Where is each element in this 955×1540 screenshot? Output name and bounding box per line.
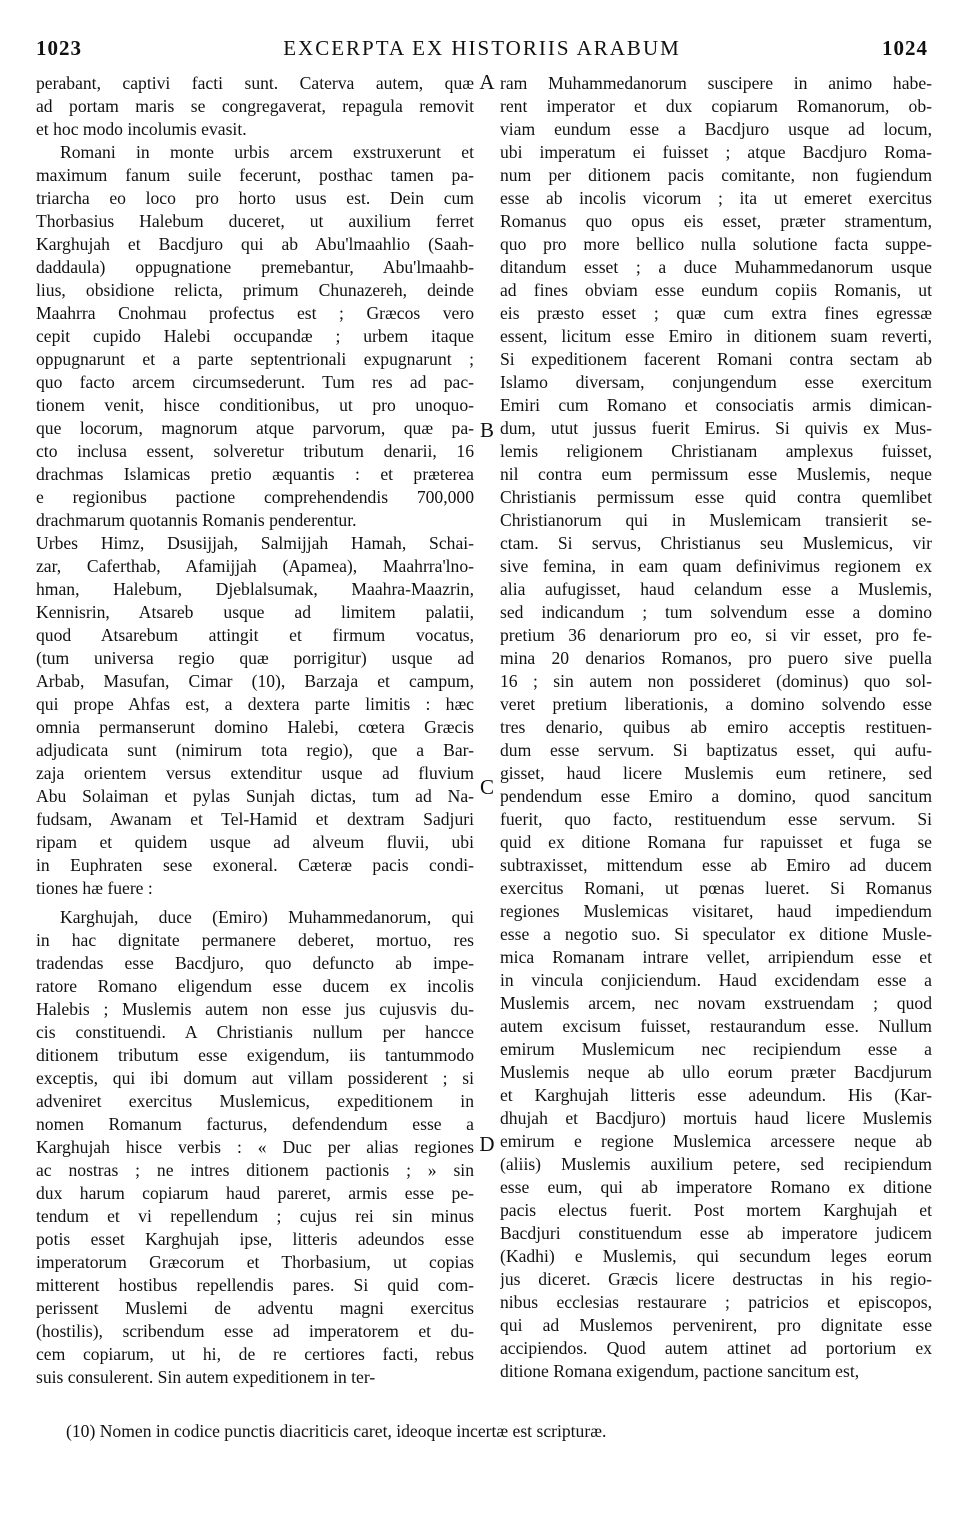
text-line: (Kadhi) e Muslemis, qui secundum leges eorum <box>500 1246 932 1266</box>
text-line: qui prope Ahfas est, a dextera parte limitis : hæc <box>36 694 474 714</box>
text-line: adjudicata sunt (nimirum tota regio), que a Bar- <box>36 740 474 760</box>
text-line: ctam. Si servus, Christianus seu Muslemicus, vir <box>500 533 932 553</box>
text-line: nibus ecclesias restaurare ; patricios et episcopos, <box>500 1292 932 1312</box>
text-line: in vincula conjiciendum. Haud excidendam esse a <box>500 970 932 990</box>
text-line: dhujah et Bacdjuro) mortuis haud licere Muslemis <box>500 1108 932 1128</box>
text-line: eis præsto esset ; quæ cum extra fines egressæ <box>500 303 932 323</box>
text-line: quo pro more bellico nulla solutione facta suppe- <box>500 234 932 254</box>
text-line: rent imperator et dux copiarum Romanorum, ob- <box>500 96 932 116</box>
text-line: gisset, haud licere Muslemis eum retinere, sed <box>500 763 932 783</box>
text-line: autem excisum fuisset, restaurandum esse. Nullum <box>500 1016 932 1036</box>
text-line: esse eum, qui ab imperatore Romano ex ditione <box>500 1177 932 1197</box>
text-line: viam eundum esse a Bacdjuro usque ad locum, <box>500 119 932 139</box>
text-line: imperatorum Græcorum et Thorbasium, ut copias <box>36 1252 474 1272</box>
text-line: tiones hæ fuere : <box>36 878 153 898</box>
text-line: Thorbasius Halebum duceret, ut auxilium ferret <box>36 211 474 231</box>
text-line: drachmas Islamicas pretio æquantis : et præterea <box>36 464 474 484</box>
text-line: dux harum copiarum haud pareret, armis esse pe- <box>36 1183 474 1203</box>
page-number-left: 1023 <box>36 36 82 60</box>
text-line: tradendas esse Bacdjuro, quo defuncto ab impe- <box>36 953 474 973</box>
text-line: Muslemis neque ab ullo eorum præter Bacdjurum <box>500 1062 932 1082</box>
text-line: cepit cupido Halebi occupandæ ; urbem itaque <box>36 326 474 346</box>
footnote: (10) Nomen in codice punctis diacriticis caret, ideoque incertæ est scripturæ. <box>66 1421 607 1441</box>
text-line: hman, Halebum, Djeblalsumak, Maahra-Maazrin, <box>36 579 474 599</box>
text-line: que locorum, magnorum atque parvorum, quæ pa- <box>36 418 474 438</box>
text-line: triarcha eo loco pro horto usus est. Dein cum <box>36 188 474 208</box>
text-line: quo facto arcem circumsederunt. Tum res ad pac- <box>36 372 474 392</box>
text-line: e regionibus pactione comprehendendis 700,000 <box>36 487 474 507</box>
text-line: sed indicandum ; tum solvendum esse a domino <box>500 602 932 622</box>
text-line: suis consulerent. Sin autem expeditionem in ter- <box>36 1367 376 1387</box>
text-line: emirum e regione Muslemica arcessere neque ab <box>500 1131 932 1151</box>
text-line: cto inclusa essent, solveretur tributum denarii, 16 <box>36 441 474 461</box>
text-line: Urbes Himz, Dsusijjah, Salmijjah Hamah, Schai- <box>36 533 474 553</box>
text-line: Si expeditionem facerent Romani contra sectam ab <box>500 349 932 369</box>
text-line: zar, Caferthab, Afamijjah (Apamea), Maahrra'lno- <box>36 556 474 576</box>
text-line: Bacdjuri constituendum esse ab imperatore judicem <box>500 1223 932 1243</box>
left-column <box>36 72 474 1389</box>
text-line: essent, licitum esse Emiro in ditionem suam reverti, <box>500 326 932 346</box>
text-line: mina 20 denarios Romanos, pro puero sive puella <box>500 648 932 668</box>
text-line: Abu Solaiman et pylas Sunjah dictas, tum ad Na- <box>36 786 474 806</box>
text-line: in hac dignitate permanere deberet, mortuo, res <box>36 930 474 950</box>
running-title: EXCERPTA EX HISTORIIS ARABUM <box>283 36 681 60</box>
text-line: regiones Muslemicas visitaret, haud impediendum <box>500 901 932 921</box>
text-line: nil contra eum permissum esse Muslemis, neque <box>500 464 932 484</box>
text-line: pacis electus fuerit. Post mortem Karghujah et <box>500 1200 932 1220</box>
text-line: Karghujah et Bacdjuro qui ab Abu'lmaahlio (Saah- <box>36 234 474 254</box>
text-line: tendum et vi repellendum ; cujus rei sin minus <box>36 1206 474 1226</box>
text-line: ac nostras ; ne intres ditionem pactionis ; » sin <box>36 1160 474 1180</box>
text-line: omnia permanserunt domino Halebi, cœtera Græcis <box>36 717 474 737</box>
text-line: cis constituendi. A Christianis nullum per hancce <box>36 1022 474 1042</box>
text-line: accipiendos. Quod autem attinet ad portorium ex <box>500 1338 932 1358</box>
text-line: pretium 36 denariorum pro eo, si vir esset, pro fe- <box>500 625 932 645</box>
text-line: Karghujah hisce verbis : « Duc per alias regiones <box>36 1137 474 1157</box>
right-column <box>500 72 932 1383</box>
text-line: et hoc modo incolumis evasit. <box>36 119 247 139</box>
text-line: cem copiarum, ut hi, de re certiores facti, rebus <box>36 1344 474 1364</box>
text-line: num per ditionem pacis comitante, non fugiendum <box>500 165 932 185</box>
text-line: emirum Muslemicum nec recipiendum esse a <box>500 1039 932 1059</box>
text-line: ad portam maris se congregaverat, repagula removit <box>36 96 474 116</box>
text-line: (aliis) Muslemis auxilium petere, sed recipiendum <box>500 1154 932 1174</box>
text-line: Halebis ; Muslemis autem non esse jus cujusvis du- <box>36 999 474 1019</box>
text-line: Kennisrin, Atsareb usque ad limitem palatii, <box>36 602 474 622</box>
text-line: ditionem tributum esse exigendum, iis tantummodo <box>36 1045 474 1065</box>
text-line: nomen Romanum facturus, defendendum esse a <box>36 1114 474 1134</box>
page-number-right: 1024 <box>882 36 928 60</box>
text-line: esse ab incolis vicorum ; ita ut emeret exercitus <box>500 188 932 208</box>
text-line: lemis religionem Christianam amplexus fuisset, <box>500 441 932 461</box>
text-line: Arbab, Masufan, Cimar (10), Barzaja et campum, <box>36 671 474 691</box>
text-line: ubi imperatum ei fuisset ; atque Bacdjuro Roma- <box>500 142 932 162</box>
text-line: dum, utut jussus fuerit Emirus. Si quivis ex Mus- <box>500 418 932 438</box>
text-line: jus diceret. Græcis licere destructas in his regio- <box>500 1269 932 1289</box>
text-line: esse a negotio suo. Si speculator ex ditione Musle- <box>500 924 932 944</box>
text-line: maximum fanum suile fecerunt, posthac tamen pa- <box>36 165 474 185</box>
text-line: Maahrra Cnohmau profectus est ; Græcos vero <box>36 303 474 323</box>
text-line: ripam et quidem usque ad alveum fluvii, ubi <box>36 832 474 852</box>
text-line: ditione Romana exigendum, pactione sancitum est, <box>500 1361 860 1381</box>
text-line: Muslemis arcem, nec novam exstruendam ; quod <box>500 993 932 1013</box>
text-line: et Karghujah litteris esse adeundum. His (Kar- <box>500 1085 932 1105</box>
text-line: perabant, captivi facti sunt. Caterva autem, quæ <box>36 73 474 93</box>
text-line: alia aufugisset, haud celandum esse a Muslemis, <box>500 579 932 599</box>
text-line: fuerit, quo facto, restituendum esse servum. Si <box>500 809 932 829</box>
text-line: 16 ; sin autem non possideret (dominus) quo sol- <box>500 671 932 691</box>
text-line: Christianorum qui in Muslemicam transierit se- <box>500 510 932 530</box>
text-line: Karghujah, duce (Emiro) Muhammedanorum, qui <box>60 907 474 927</box>
text-line: exercitus Romani, ut pœnas lueret. Si Romanus <box>500 878 932 898</box>
text-line: dum esse servum. Si baptizatus esset, qui aufu- <box>500 740 932 760</box>
text-line: exceptis, qui ibi domum aut villam possiderent ; si <box>36 1068 474 1088</box>
text-line: Islamo diversam, conjungendum esse exercitum <box>500 372 932 392</box>
text-line: veret pretium liberationis, a domino solvendo esse <box>500 694 932 714</box>
text-line: Romani in monte urbis arcem exstruxerunt et <box>60 142 474 162</box>
text-line: ram Muhammedanorum suscipere in animo habe- <box>500 73 932 93</box>
text-line: pendendum esse Emiro a domino, quod sancitum <box>500 786 932 806</box>
text-line: oppugnarunt et a parte septentrionali expugnarunt ; <box>36 349 474 369</box>
text-line: ad fines obviam esse eundum copiis Romanis, ut <box>500 280 932 300</box>
text-line: Emiri cum Romano et consociatis armis dimican- <box>500 395 932 415</box>
text-line: drachmarum quotannis Romanis penderentur. <box>36 510 357 530</box>
text-line: mitterent hostibus repellendis pares. Si quid com- <box>36 1275 474 1295</box>
text-line: quid ex ditione Romana fur rapuisset et fuga se <box>500 832 932 852</box>
text-line: quod Atsarebum attingit et firmum vocatus, <box>36 625 474 645</box>
text-line: tionem venit, hisce conditionibus, ut pro unoquo- <box>36 395 474 415</box>
text-line: ratore Romano eligendum esse ducem ex incolis <box>36 976 474 996</box>
margin-letter-c: C <box>479 775 494 799</box>
text-line: (tum universa regio quæ porrigitur) usque ad <box>36 648 474 668</box>
text-line: fudsam, Awanam et Tel-Hamid et dextram Sadjuri <box>36 809 474 829</box>
text-line: subtraxisset, mittendum esse ab Emiro ad ducem <box>500 855 932 875</box>
text-line: daddaula) oppugnatione premebantur, Abu'lmaahb- <box>36 257 474 277</box>
margin-letter-a: A <box>479 70 495 94</box>
text-line: (hostilis), scribendum esse ad imperatorem et du- <box>36 1321 474 1341</box>
text-line: tres denario, quibus ab emiro acceptis restituen- <box>500 717 932 737</box>
text-line: Christianis permissum esse quid contra quemlibet <box>500 487 932 507</box>
text-line: potis esset Karghujah ipse, litteris adeundos esse <box>36 1229 474 1249</box>
margin-letter-d: D <box>479 1132 495 1156</box>
text-line: ditandum esset ; a duce Muhammedanorum usque <box>500 257 932 277</box>
text-line: zaja orientem versus extenditur usque ad fluvium <box>36 763 474 783</box>
text-line: Romanus quo opus eis esset, præter stramentum, <box>500 211 932 231</box>
text-line: mica Romanam intrare vellet, arripiendum esse et <box>500 947 932 967</box>
text-line: lius, obsidione relicta, primum Chunazereh, deinde <box>36 280 474 300</box>
page-header <box>36 36 928 66</box>
text-line: perissent Muslemi de adventu magni exercitus <box>36 1298 474 1318</box>
margin-letter-b: B <box>479 418 494 442</box>
text-line: adveniret exercitus Muslemicus, expeditionem in <box>36 1091 474 1111</box>
text-line: sive femina, in eam quam definivimus regionem ex <box>500 556 932 576</box>
text-line: qui ad Muslemos pervenirent, pro dignitate esse <box>500 1315 932 1335</box>
text-line: in Euphraten sese exoneral. Cæteræ pacis condi- <box>36 855 474 875</box>
